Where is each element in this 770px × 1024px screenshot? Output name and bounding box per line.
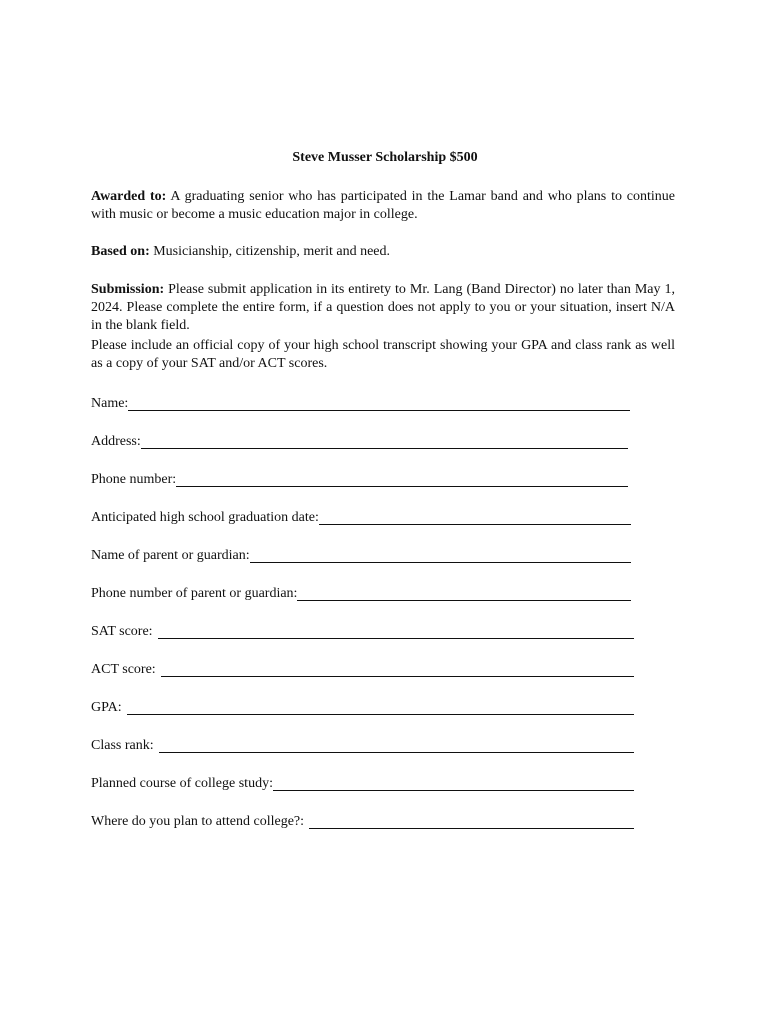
- act-score-field[interactable]: [91, 659, 634, 679]
- submission-text: Please submit application in its entirety to Mr. Lang (Band Director) no later than May 1, 2024. Please complete the entire form, if a question does not apply to you or your situation, insert N/A in the blank field.: [91, 282, 675, 333]
- parent-phone-label: Phone number of parent or guardian:: [91, 586, 298, 601]
- awarded-to-paragraph: [91, 188, 675, 224]
- phone-blank-line[interactable]: [176, 472, 628, 487]
- graduation-date-blank-line[interactable]: [319, 510, 631, 525]
- address-field[interactable]: [91, 431, 628, 451]
- submission-label: Submission:: [91, 282, 165, 297]
- parent-name-label: Name of parent or guardian:: [91, 548, 250, 563]
- course-of-study-label: Planned course of college study:: [91, 776, 273, 791]
- transcript-note: Please include an official copy of your high school transcript showing your GPA and class rank as well as a copy of your SAT and/or ACT scores.: [91, 338, 675, 371]
- phone-field[interactable]: [91, 469, 628, 489]
- act-score-label: ACT score:: [91, 662, 156, 677]
- address-label: Address:: [91, 434, 141, 449]
- graduation-date-label: Anticipated high school graduation date:: [91, 510, 319, 525]
- based-on-text: Musicianship, citizenship, merit and need.: [149, 244, 391, 259]
- based-on-label: Based on:: [91, 244, 150, 259]
- name-blank-line[interactable]: [128, 396, 630, 411]
- gpa-blank-line[interactable]: [127, 700, 634, 715]
- gpa-label: GPA:: [91, 700, 122, 715]
- sat-score-field[interactable]: [91, 621, 634, 641]
- course-of-study-field[interactable]: [91, 773, 634, 793]
- college-label: Where do you plan to attend college?:: [91, 814, 305, 829]
- class-rank-field[interactable]: [91, 735, 634, 755]
- based-on-paragraph: [91, 243, 675, 261]
- course-of-study-blank-line[interactable]: [273, 776, 634, 791]
- name-field[interactable]: [91, 393, 630, 413]
- gpa-field[interactable]: [91, 697, 634, 717]
- sat-score-label: SAT score:: [91, 624, 153, 639]
- submission-paragraph: [91, 281, 675, 335]
- parent-phone-field[interactable]: [91, 583, 631, 603]
- sat-score-blank-line[interactable]: [158, 624, 634, 639]
- name-label: Name:: [91, 396, 129, 411]
- class-rank-label: Class rank:: [91, 738, 154, 753]
- address-blank-line[interactable]: [141, 434, 628, 449]
- college-field[interactable]: [91, 811, 634, 831]
- parent-name-blank-line[interactable]: [250, 548, 631, 563]
- act-score-blank-line[interactable]: [161, 662, 634, 677]
- parent-phone-blank-line[interactable]: [297, 586, 631, 601]
- parent-name-field[interactable]: [91, 545, 631, 565]
- phone-label: Phone number:: [91, 472, 177, 487]
- graduation-date-field[interactable]: [91, 507, 631, 527]
- page-title: Steve Musser Scholarship $500: [292, 150, 478, 165]
- awarded-to-text: A graduating senior who has participated in the Lamar band and who plans to continue with music or become a music education major in college.: [91, 189, 675, 222]
- college-blank-line[interactable]: [309, 814, 634, 829]
- class-rank-blank-line[interactable]: [159, 738, 634, 753]
- awarded-to-label: Awarded to:: [91, 189, 167, 204]
